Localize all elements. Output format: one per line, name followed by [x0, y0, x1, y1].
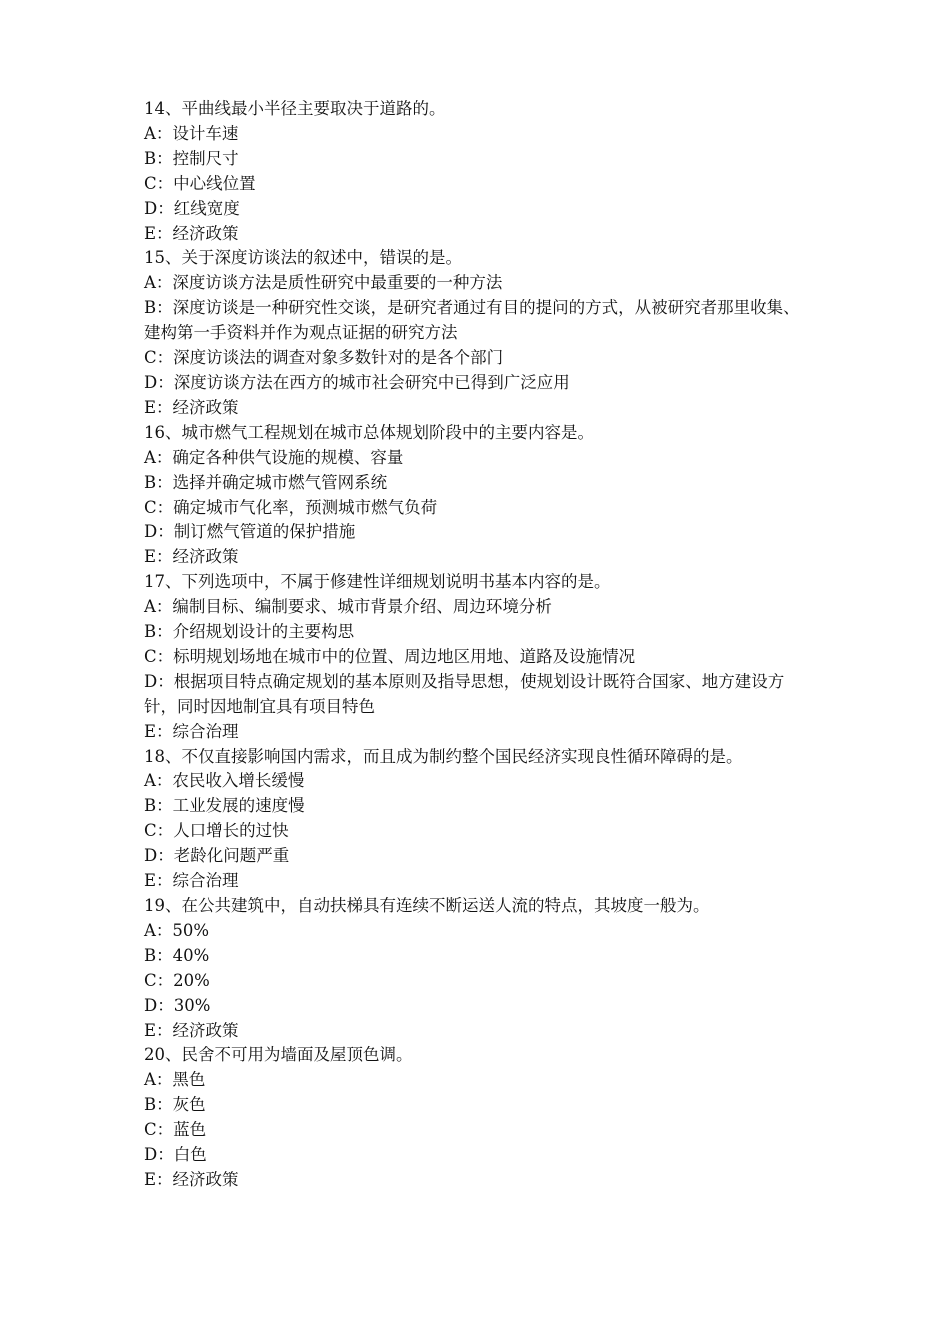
option-d: D：老龄化问题严重 — [144, 846, 290, 866]
option-d: D：根据项目特点确定规划的基本原则及指导思想，使规划设计既符合国家、地方建设方针，同时因地制宜具有项目特色 — [144, 671, 785, 716]
question-16 — [144, 421, 814, 570]
question-17 — [144, 570, 814, 744]
option-a: A：编制目标、编制要求、城市背景介绍、周边环境分析 — [144, 597, 552, 617]
option-a: A：黑色 — [144, 1070, 206, 1090]
option-c: C：深度访谈法的调查对象多数针对的是各个部门 — [144, 348, 504, 368]
option-b: B：控制尺寸 — [144, 148, 239, 168]
question-stem: 15、关于深度访谈法的叙述中，错误的是。 — [144, 248, 462, 268]
option-e: E：经济政策 — [144, 397, 239, 417]
option-e: E：综合治理 — [144, 721, 239, 741]
option-b: B：灰色 — [144, 1095, 206, 1115]
option-d: D：制订燃气管道的保护措施 — [144, 522, 356, 542]
option-e: E：综合治理 — [144, 871, 239, 891]
option-b: B：介绍规划设计的主要构思 — [144, 622, 355, 642]
option-b: B：工业发展的速度慢 — [144, 796, 305, 816]
option-a: A：确定各种供气设施的规模、容量 — [144, 447, 404, 467]
question-stem: 16、城市燃气工程规划在城市总体规划阶段中的主要内容是。 — [144, 422, 594, 442]
option-c: C：20% — [144, 970, 210, 990]
option-d: D：30% — [144, 995, 211, 1015]
option-a: A：农民收入增长缓慢 — [144, 771, 305, 791]
option-e: E：经济政策 — [144, 1020, 239, 1040]
option-b: B：40% — [144, 945, 210, 965]
option-b: B：选择并确定城市燃气管网系统 — [144, 472, 388, 492]
question-15 — [144, 246, 814, 420]
question-stem: 17、下列选项中，不属于修建性详细规划说明书基本内容的是。 — [144, 572, 611, 592]
question-18 — [144, 745, 814, 894]
option-c: C：蓝色 — [144, 1120, 207, 1140]
option-a: A：深度访谈方法是质性研究中最重要的一种方法 — [144, 273, 503, 293]
question-14 — [144, 97, 814, 246]
document-page — [144, 97, 814, 1193]
option-c: C：标明规划场地在城市中的位置、周边地区用地、道路及设施情况 — [144, 646, 636, 666]
option-c: C：确定城市气化率，预测城市燃气负荷 — [144, 497, 438, 517]
option-e: E：经济政策 — [144, 1169, 239, 1189]
option-a: A：设计车速 — [144, 123, 239, 143]
question-stem: 19、在公共建筑中，自动扶梯具有连续不断运送人流的特点，其坡度一般为。 — [144, 896, 710, 915]
option-e: E：经济政策 — [144, 223, 239, 243]
question-stem: 18、不仅直接影响国内需求，而且成为制约整个国民经济实现良性循环障碍的是。 — [144, 746, 743, 766]
question-stem: 20、民舍不可用为墙面及屋顶色调。 — [144, 1045, 413, 1065]
question-19 — [144, 894, 814, 1043]
option-d: D：红线宽度 — [144, 198, 240, 218]
option-e: E：经济政策 — [144, 547, 239, 567]
question-20 — [144, 1043, 814, 1192]
question-stem: 14、平曲线最小半径主要取决于道路的。 — [144, 99, 446, 118]
option-b: B：深度访谈是一种研究性交谈，是研究者通过有目的提问的方式，从被研究者那里收集、建构第一手资料并作为观点证据的研究方法 — [144, 298, 800, 343]
option-d: D：深度访谈方法在西方的城市社会研究中已得到广泛应用 — [144, 372, 570, 392]
option-c: C：人口增长的过快 — [144, 821, 289, 841]
option-d: D：白色 — [144, 1145, 207, 1165]
option-c: C：中心线位置 — [144, 173, 256, 193]
option-a: A：50% — [144, 920, 210, 940]
